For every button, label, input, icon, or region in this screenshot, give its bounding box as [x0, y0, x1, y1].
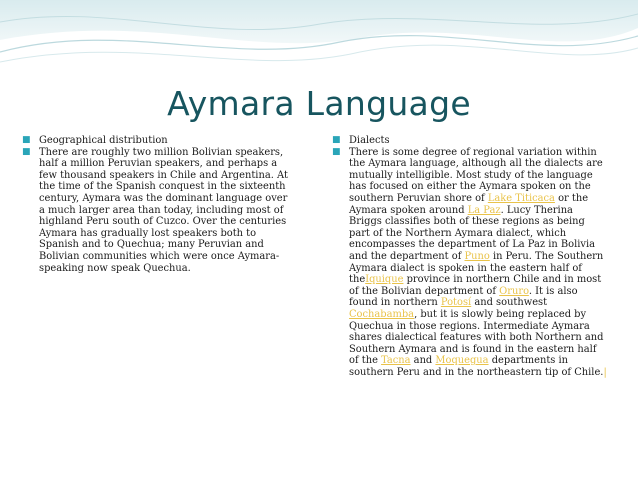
link-puno[interactable]: Puno [464, 250, 490, 262]
list-item [332, 147, 608, 379]
header-wave-decoration [0, 0, 638, 90]
text-segment: province in northern Chile and in most of the Bolivian department of [349, 274, 602, 297]
list-item [22, 135, 292, 147]
bullet-icon: ■ [22, 135, 31, 145]
list-item [332, 135, 608, 147]
link-lake-titicaca[interactable]: Lake Titicaca [487, 192, 555, 204]
slide-title: Aymara Language [167, 84, 471, 123]
text-segment: . Lucy Therina Briggs classifies both of these regions as being part of the Northern Aymara dialect, which encompasses the department of La Paz in Bolivia and the department of [349, 204, 596, 262]
link-potosi[interactable]: Potosí [440, 297, 472, 309]
link-reference-marker[interactable]: | [603, 366, 607, 378]
left-column-list [22, 135, 292, 274]
bullet-icon: ■ [332, 135, 341, 145]
bullet-text: Geographical distribution [39, 135, 168, 146]
text-segment: There is some degree of regional variation within the Aymara language, although all the dialects are mutually intelligible. Most study of the language has focused on either the Aymara spoken on the southern Peruvian shore of [349, 146, 603, 204]
dialects-text [349, 147, 607, 378]
link-iquique[interactable]: Iquique [365, 274, 404, 286]
bullet-text: Dialects [349, 135, 390, 146]
right-column-list [332, 135, 608, 378]
text-segment: departments in southern Peru and in the northeastern tip of Chile. [349, 355, 604, 378]
bullet-icon: ■ [22, 146, 31, 157]
link-moquegua[interactable]: Moquegua [435, 355, 489, 367]
bullet-icon: ■ [332, 146, 341, 157]
text-segment: and southwest [471, 297, 548, 309]
text-segment: and [410, 355, 436, 367]
link-cochabamba[interactable]: Cochabamba [349, 308, 415, 320]
text-segment: , but it is slowly being replaced by Quechua in those regions. Intermediate Aymara shares dialectical features with both Northern and Southern Aymara and is found in the eastern half of the [349, 308, 604, 367]
list-item [22, 147, 292, 275]
link-oruro[interactable]: Oruro [499, 285, 529, 297]
link-la-paz[interactable]: La Paz [467, 204, 501, 216]
link-tacna[interactable]: Tacna [381, 355, 411, 367]
text-segment: . It is also found in northern [349, 285, 578, 309]
text-segment: or the Aymara spoken around [349, 192, 589, 216]
bullet-text: There are roughly two million Bolivian speakers, half a million Peruvian speakers, and perhaps a few thousand speakers in Chile and Argentina. At the time of the Spanish conquest in the sixteenth century, Aymara was the dominant language over a much larger area than today, including most of highland Peru south of Cuzco. Over the centuries Aymara has gradually lost speakers both to Spanish and to Quechua; many Peruvian and Bolivian communities which were once Aymara-speaking now speak Quechua. [39, 146, 288, 274]
text-segment: in Peru. The Southern Aymara dialect is spoken in the eastern half of the [349, 250, 604, 286]
